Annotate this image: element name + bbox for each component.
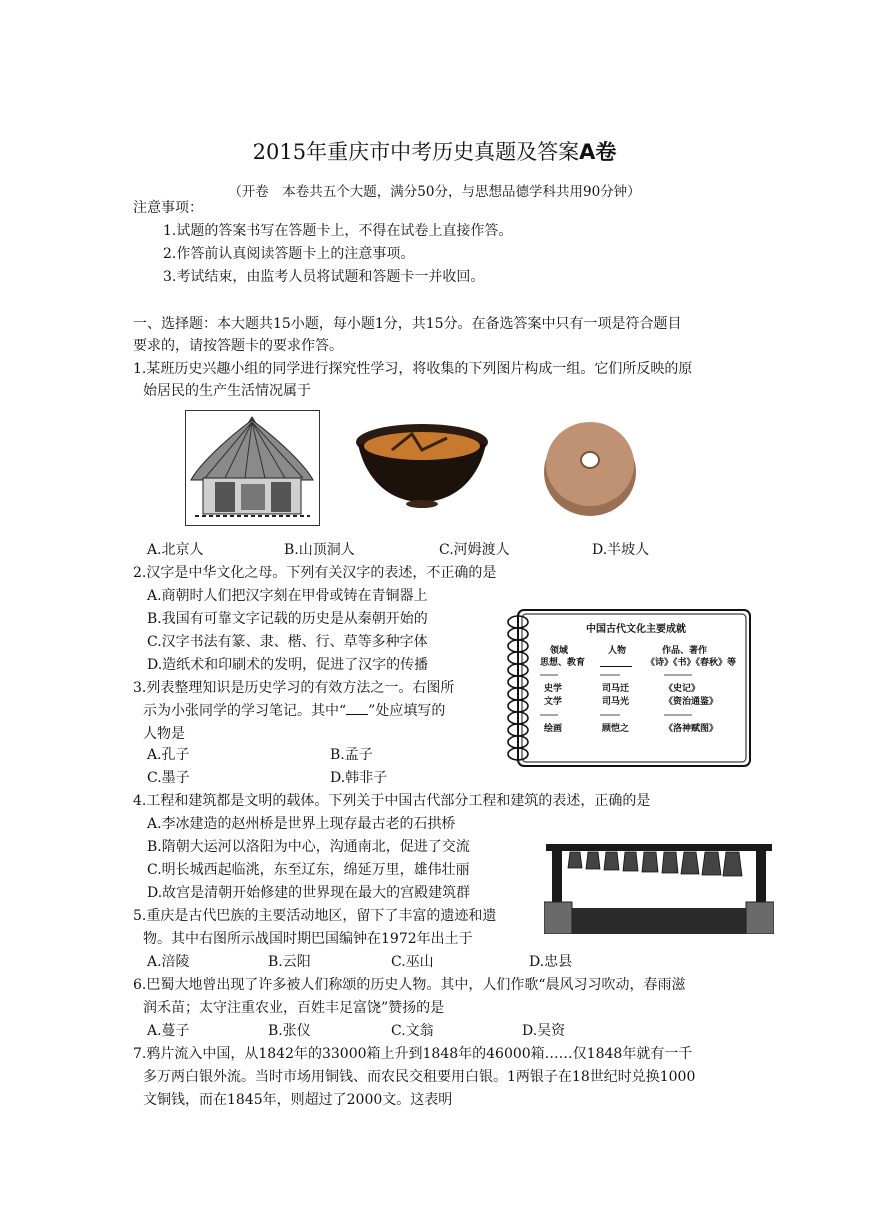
q4-option-c: C.明长城西起临洮，东至辽东，绵延万里，雄伟壮丽 [147,862,470,878]
notebook-row-field: 史学 [544,684,563,694]
q2-option-c: C.汉字书法有篆、隶、楷、行、草等多种字体 [147,634,428,650]
notebook-header-person: 人物 [608,646,627,656]
question-1-stem: 1.某班历史兴趣小组的同学进行探究性学习，将收集的下列图片构成一组。它们所反映的原 [133,361,693,377]
question-2-stem: 2.汉字是中华文化之母。下列有关汉字的表述，不正确的是 [133,565,497,581]
notebook-row-work: 《洛神赋图》 [664,724,719,734]
painted-bowl-image [352,420,492,510]
q1-option-a: A.北京人 [147,542,204,558]
section-heading-cont: 要求的，请按答题卡的要求作答。 [133,338,343,354]
q4-option-b: B.隋朝大运河以洛阳为中心，沟通南北，促进了交流 [147,839,470,855]
q5-option-c: C.巫山 [391,954,434,970]
q5-option-b: B.云阳 [268,954,311,970]
notebook-row-work: 《诗》《书》《春秋》等 [646,658,737,668]
question-7-stem-cont2: 文铜钱，而在1845年，则超过了2000文。这表明 [143,1092,453,1108]
study-notebook-image [504,608,754,770]
note-item: 1.试题的答案书写在答题卡上，不得在试卷上直接作答。 [163,223,513,239]
q6-option-d: D.吴资 [522,1023,566,1039]
q4-option-a: A.李冰建造的赵州桥是世界上现存最古老的石拱桥 [147,816,456,832]
section-heading: 一、选择题：本大题共15小题，每小题1分，共15分。在备选答案中只有一项是符合题目 [133,316,682,332]
notebook-row-field: 绘画 [544,724,563,734]
spindle-whorl-image [540,412,640,522]
note-item: 2.作答前认真阅读答题卡上的注意事项。 [163,246,415,262]
q2-option-a: A.商朝时人们把汉字刻在甲骨或铸在青铜器上 [147,588,428,604]
q3-option-b: B.孟子 [330,747,373,763]
answer-blank [346,702,368,715]
question-5-stem: 5.重庆是古代巴族的主要活动地区，留下了丰富的遗迹和遗 [133,908,497,924]
notebook-header-field: 领域 [550,646,569,656]
q1-option-c: C.河姆渡人 [439,542,510,558]
question-3-stem: 3.列表整理知识是历史学习的有效方法之一。右图所 [133,680,455,696]
notebook-title: 中国古代文化主要成就 [586,624,686,635]
q2-option-b: B.我国有可靠文字记载的历史是从秦朝开始的 [147,611,428,627]
notebook-row-field: 思想、教育 [540,658,586,668]
q6-option-c: C.文翁 [391,1023,434,1039]
question-6-stem: 6.巴蜀大地曾出现了许多被人们称颂的历史人物。其中，人们作歌“晨风习习吹动，春雨滋 [133,977,686,993]
notebook-blank [600,666,632,667]
question-6-stem-cont: 润禾苗；太守注重农业，百姓丰足富饶”赞扬的是 [143,1000,445,1016]
page-title [0,138,869,166]
q1-option-d: D.半坡人 [592,542,650,558]
question-3-stem-cont2: 人物是 [143,726,185,742]
q5-option-d: D.忠县 [529,954,573,970]
title-suffix: A卷 [579,140,617,164]
question-7-stem-cont: 多万两白银外流。当时市场用铜钱、而农民交租要用白银。1两银子在18世纪时兑换1000 [143,1069,696,1085]
notebook-row-person: 司马光 [602,697,630,707]
q6-option-b: B.张仪 [268,1023,311,1039]
note-item: 3.考试结束，由监考人员将试题和答题卡一并收回。 [163,269,485,285]
q5-option-a: A.涪陵 [147,954,190,970]
question-3-stem-cont: 示为小张同学的学习笔记。其中“ ”处应填写的 [143,703,446,719]
q4-option-d: D.故宫是清朝开始修建的世界现在最大的宫殿建筑群 [147,885,471,901]
q3-option-d: D.韩非子 [330,770,388,786]
question-5-stem-cont: 物。其中右图所示战国时期巴国编钟在1972年出土于 [143,931,473,947]
question-4-stem: 4.工程和建筑都是文明的载体。下列关于中国古代部分工程和建筑的表述，正确的是 [133,793,651,809]
exam-subtitle: （开卷 本卷共五个大题，满分50分，与思想品德学科共用90分钟） [228,184,641,200]
q2-option-d: D.造纸术和印刷术的发明，促进了汉字的传播 [147,657,429,673]
notebook-row-person: 司马迁 [602,684,630,694]
notebook-row-person: 顾恺之 [602,724,630,734]
notebook-row-field: 文学 [544,697,563,707]
notes-heading: 注意事项： [133,200,203,216]
notebook-header-work: 作品、著作 [662,646,708,656]
notebook-row-work: 《资治通鉴》 [664,697,719,707]
q6-option-a: A.蔓子 [147,1023,190,1039]
notebook-row-work: 《史记》 [664,684,701,694]
question-1-stem-cont: 始居民的生产生活情况属于 [143,383,311,399]
title-main: 2015年重庆市中考历史真题及答案 [252,140,580,164]
question-7-stem: 7.鸦片流入中国，从1842年的33000箱上升到1848年的46000箱……仅1848年就有一千 [133,1046,693,1062]
q3-option-c: C.墨子 [147,770,190,786]
bronze-bells-image [544,838,774,934]
q1-option-b: B.山顶洞人 [284,542,355,558]
primitive-hut-image [185,410,320,526]
q3-option-a: A.孔子 [147,747,190,763]
